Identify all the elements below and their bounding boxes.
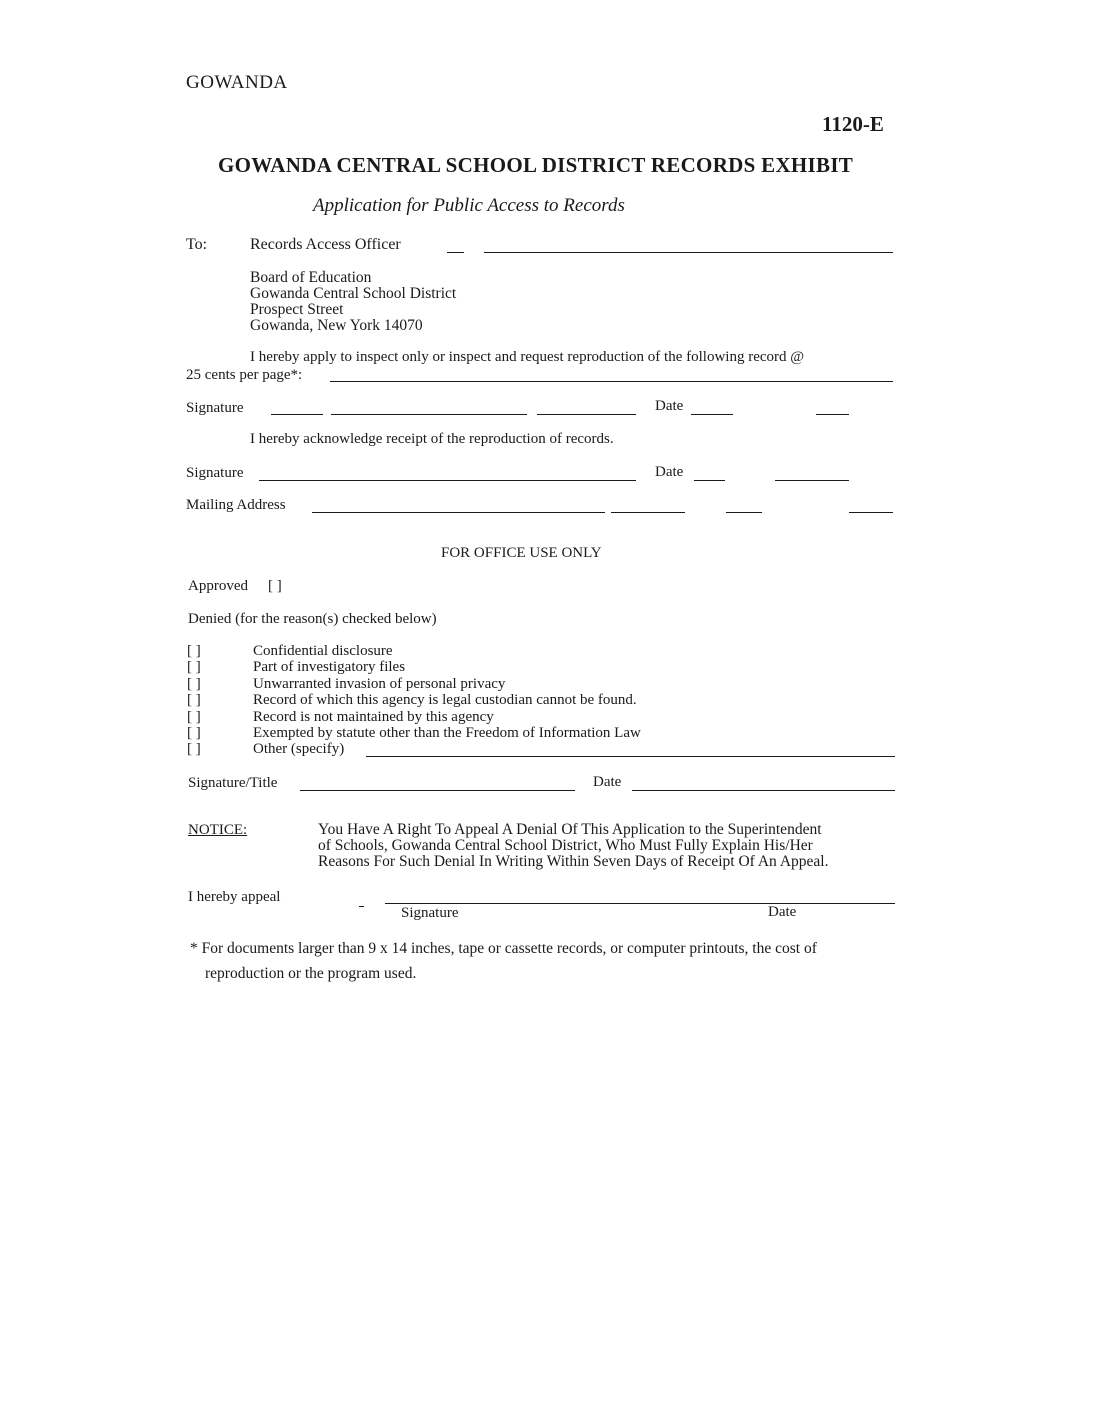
reason-checkbox[interactable]: [ ] — [187, 675, 201, 692]
reason-text: Other (specify) — [253, 741, 345, 758]
reason-checkbox[interactable]: [ ] — [187, 692, 201, 709]
district-name: GOWANDA — [186, 72, 288, 93]
other-specify-field[interactable] — [366, 756, 895, 757]
reason-text: Unwarranted invasion of personal privacy — [253, 675, 506, 692]
receipt-date-label: Date — [655, 464, 684, 480]
signature-title-label: Signature/Title — [188, 775, 278, 791]
receipt-signature-label: Signature — [186, 465, 244, 481]
receipt-signature-field[interactable] — [259, 480, 636, 481]
reason-text: Confidential disclosure — [253, 643, 393, 659]
address-line: Gowanda, New York 14070 — [250, 317, 423, 334]
application-statement: I hereby apply to inspect only or inspect and request reproduction of the following record @ — [250, 349, 805, 365]
recipient-label: Records Access Officer — [250, 236, 401, 253]
receipt-statement: I hereby acknowledge receipt of the reproduction of records. — [250, 431, 614, 447]
address-line: Prospect Street — [250, 301, 344, 318]
date-field-seg[interactable] — [816, 414, 849, 415]
record-request-field[interactable] — [330, 381, 893, 382]
date-field[interactable] — [691, 414, 733, 415]
appeal-signature-label: Signature — [401, 905, 459, 921]
notice-text — [318, 822, 828, 870]
mailing-address-field[interactable] — [312, 512, 605, 513]
appeal-date-label: Date — [768, 904, 797, 920]
signature-field[interactable] — [331, 414, 527, 415]
address-block — [250, 270, 456, 334]
form-number: 1120-E — [822, 112, 884, 136]
to-label: To: — [186, 236, 208, 253]
page-subtitle: Application for Public Access to Records — [313, 195, 625, 216]
address-line: Gowanda Central School District — [250, 285, 457, 302]
office-date-field[interactable] — [632, 790, 895, 791]
appeal-signature-date-field[interactable] — [385, 903, 895, 904]
notice-label: NOTICE: — [188, 822, 248, 838]
notice-line: You Have A Right To Appeal A Denial Of This Application to the Superintendent — [318, 821, 822, 838]
reason-checkbox[interactable]: [ ] — [187, 659, 201, 676]
address-line: Board of Education — [250, 269, 372, 286]
date-label: Date — [655, 398, 684, 414]
appeal-field-tick — [359, 906, 364, 907]
reason-checkbox[interactable]: [ ] — [187, 708, 201, 725]
reason-checkbox[interactable]: [ ] — [187, 724, 201, 741]
reason-checkbox[interactable]: [ ] — [187, 741, 201, 758]
approved-checkbox[interactable]: [ ] — [268, 578, 282, 594]
reason-text: Part of investigatory files — [253, 659, 406, 676]
appeal-label: I hereby appeal — [188, 889, 281, 905]
signature-label: Signature — [186, 400, 244, 416]
mailing-address-field-seg[interactable] — [726, 512, 762, 513]
reason-text: Exempted by statute other than the Freedom of Information Law — [253, 724, 641, 741]
office-use-heading: FOR OFFICE USE ONLY — [441, 545, 602, 561]
receipt-date-field[interactable] — [694, 480, 725, 481]
office-date-label: Date — [593, 774, 622, 790]
signature-title-field[interactable] — [300, 790, 575, 791]
recipient-field-line[interactable] — [484, 252, 893, 253]
signature-field-seg[interactable] — [271, 414, 323, 415]
reason-checkbox[interactable]: [ ] — [187, 643, 201, 659]
denied-label: Denied (for the reason(s) checked below) — [188, 611, 437, 627]
recipient-field-line-short[interactable] — [447, 252, 464, 253]
mailing-address-field-seg[interactable] — [849, 512, 893, 513]
footnote-line: * For documents larger than 9 x 14 inches, tape or cassette records, or computer printouts, the cost of — [190, 940, 817, 957]
footnote — [190, 936, 817, 986]
page-title: GOWANDA CENTRAL SCHOOL DISTRICT RECORDS EXHIBIT — [218, 153, 854, 177]
application-rate: 25 cents per page*: — [186, 367, 303, 383]
reason-text: Record of which this agency is legal custodian cannot be found. — [253, 692, 637, 709]
notice-line: Reasons For Such Denial In Writing Within Seven Days of Receipt Of An Appeal. — [318, 853, 829, 870]
mailing-address-label: Mailing Address — [186, 497, 286, 513]
reason-text: Record is not maintained by this agency — [253, 708, 494, 725]
mailing-address-field-seg[interactable] — [611, 512, 685, 513]
notice-line: of Schools, Gowanda Central School District, Who Must Fully Explain His/Her — [318, 837, 813, 854]
footnote-line: reproduction or the program used. — [205, 965, 417, 982]
signature-field-seg[interactable] — [537, 414, 636, 415]
receipt-date-field-seg[interactable] — [775, 480, 849, 481]
approved-label: Approved — [188, 578, 248, 594]
